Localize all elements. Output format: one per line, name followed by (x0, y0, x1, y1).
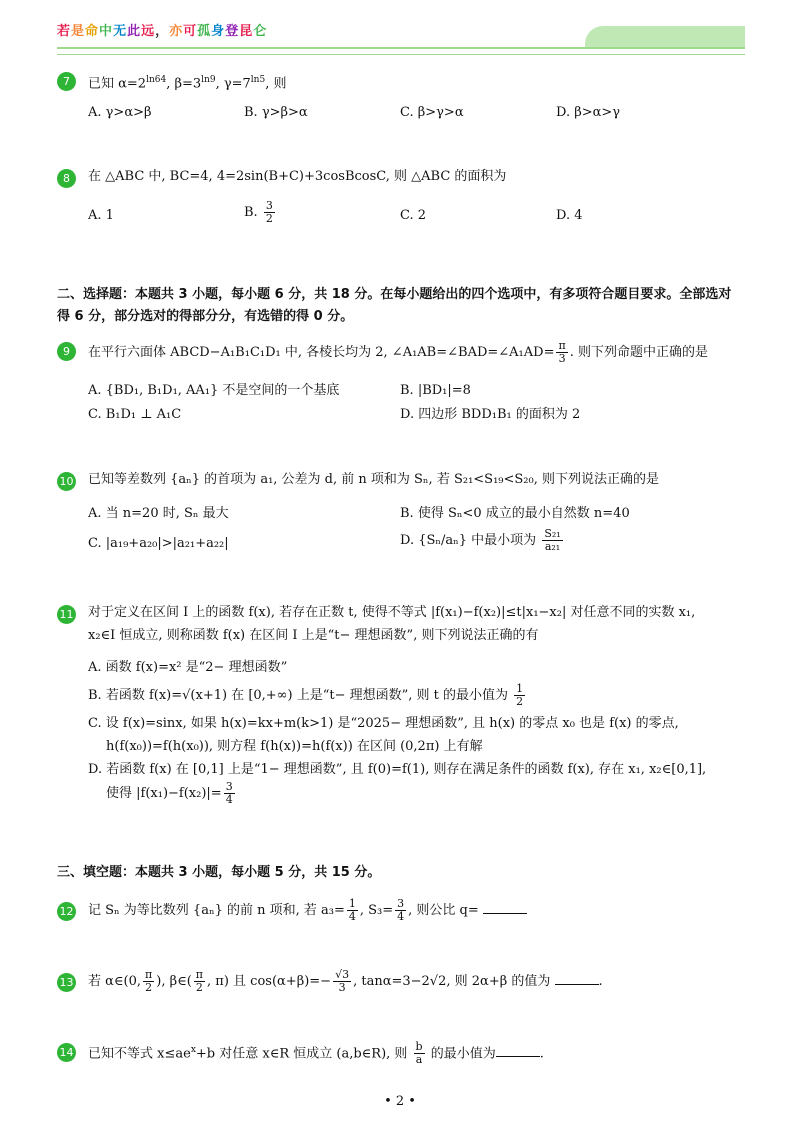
question-number-12: 12 (57, 902, 76, 921)
motto-char-12: 登 (225, 24, 240, 39)
q9-option-c: C. B₁D₁ ⊥ A₁C (88, 407, 182, 422)
question-12-stem: 记 Sₙ 为等比数列 {aₙ} 的前 n 项和, 若 a₃= $\frac{1}{4}$ , S₃= $\frac{3}{4}$ , 则公比 q= (88, 898, 527, 923)
q12-answer-blank[interactable] (483, 901, 527, 914)
q9-option-b: B. |BD₁|=8 (400, 383, 471, 398)
q11-option-d-line2: 使得 |f(x₁)−f(x₂)|= $\frac{3}{4}$ (106, 780, 233, 806)
q8-option-a: A. 1 (88, 208, 114, 223)
motto-char-8: 亦 (169, 24, 184, 39)
question-number-9: 9 (57, 342, 76, 361)
q11-option-d-line1: D. 若函数 f(x) 在 [0,1] 上是“1− 理想函数”, 且 f(0)=f(1), 则存在满足条件的函数 f(x), 存在 x₁, x₂∈[0,1], (88, 762, 707, 777)
question-number-10: 10 (57, 472, 76, 491)
q7-option-d: D. β>α>γ (556, 105, 621, 120)
q7-option-c: C. β>γ>α (400, 105, 464, 120)
q8-option-d: D. 4 (556, 208, 583, 223)
question-14-stem: 已知不等式 $x\le ae^x+b$ 对任意 x∈R 恒成立 (a,b∈R), 则 $\frac{b}{a}$ 的最小值为 . (88, 1040, 544, 1067)
q10-option-a: A. 当 n=20 时, Sₙ 最大 (88, 506, 229, 521)
header-motto (57, 20, 267, 39)
q11-option-a: A. 函数 f(x)=x² 是“2− 理想函数” (88, 660, 288, 675)
motto-char-1: 是 (71, 24, 86, 39)
motto-char-10: 孤 (197, 24, 212, 39)
motto-char-4: 无 (113, 24, 128, 39)
question-number-13: 13 (57, 973, 76, 992)
motto-char-3: 中 (99, 24, 114, 39)
motto-char-13: 昆 (239, 24, 254, 39)
question-number-11: 11 (57, 605, 76, 624)
section-2-heading-line2: 得 6 分，部分选对的得部分分，有选错的得 0 分。 (57, 309, 354, 324)
q9-option-d: D. 四边形 BDD₁B₁ 的面积为 2 (400, 407, 581, 422)
q11-option-c-line2: h(f(x₀))=f(h(x₀)), 则方程 f(h(x))=h(f(x)) 在区间 (0,2π) 上有解 (106, 739, 483, 754)
motto-char-2: 命 (85, 24, 100, 39)
question-9-stem: 在平行六面体 ABCD−A₁B₁C₁D₁ 中, 各棱长均为 2, ∠A₁AB=∠BAD=∠A₁AD= $\frac{\pi}{3}$ . 则下列命题中正确的是 (88, 339, 708, 365)
question-11-stem-line1: 对于定义在区间 I 上的函数 f(x), 若存在正数 t, 使得不等式 |f(x₁)−f(x₂)|≤t|x₁−x₂| 对任意不同的实数 x₁, (88, 605, 696, 620)
question-number-7: 7 (57, 72, 76, 91)
q11-option-c-line1: C. 设 f(x)=sinx, 如果 h(x)=kx+m(k>1) 是“2025− 理想函数”, 且 h(x) 的零点 x₀ 也是 f(x) 的零点, (88, 716, 679, 731)
q14-answer-blank[interactable] (496, 1044, 540, 1057)
question-11-stem-line2: x₂∈I 恒成立, 则称函数 f(x) 在区间 I 上是“t− 理想函数”, 则下列说法正确的有 (88, 628, 539, 643)
q9-option-a: A. {BD₁, B₁D₁, AA₁} 不是空间的一个基底 (88, 383, 340, 398)
motto-char-9: 可 (183, 24, 198, 39)
question-number-8: 8 (57, 169, 76, 188)
question-number-14: 14 (57, 1043, 76, 1062)
q11-option-b: B. 若函数 f(x)=√(x+1) 在 [0,+∞) 上是“t− 理想函数”, 则 t 的最小值为 $\frac{1}{2}$ (88, 682, 524, 708)
q10-option-b: B. 使得 Sₙ<0 成立的最小自然数 n=40 (400, 506, 630, 521)
header-band (585, 26, 745, 47)
question-7-stem: 已知 $\alpha=2^{ln64}$, $\beta=3^{ln9}$, $\gamma=7^{ln5}$, 则 (88, 75, 287, 92)
question-8-stem: 在 △ABC 中, BC=4, 4=2sin(B+C)+3cosBcosC, 则 △ABC 的面积为 (88, 169, 507, 184)
motto-char-6: 远 (141, 24, 156, 39)
section-3-heading: 三、填空题：本题共 3 小题，每小题 5 分，共 15 分。 (57, 865, 381, 880)
q7-option-a: A. γ>α>β (88, 105, 152, 120)
q13-answer-blank[interactable] (555, 972, 599, 985)
question-13-stem: 若 α∈(0, $\frac{\pi}{2}$ ), β∈( $\frac{\pi}{2}$ , π) 且 cos(α+β)=− $\frac{√3}{3}$ , tanα=3−2√2, 则 2α+β 的值为 . (88, 968, 603, 994)
motto-char-0: 若 (57, 24, 72, 39)
motto-char-14: 仑 (253, 24, 268, 39)
question-10-stem: 已知等差数列 {aₙ} 的首项为 a₁, 公差为 d, 前 n 项和为 Sₙ, 若 S₂₁<S₁₉<S₂₀, 则下列说法正确的是 (88, 472, 659, 487)
q8-option-b: B. $\frac{3}{2}$ (244, 199, 273, 225)
q8-option-c: C. 2 (400, 208, 427, 223)
page-number: • 2 • (384, 1094, 416, 1109)
header-rule-bottom (57, 54, 745, 55)
motto-char-7: ， (155, 24, 170, 39)
motto-char-11: 身 (211, 24, 226, 39)
header-rule-top (57, 47, 745, 49)
q10-option-d: D. {Sₙ/aₙ} 中最小项为 $\frac{\text{S₂₁}}{\text{a₂₁}}$ (400, 527, 561, 553)
motto-char-5: 此 (127, 24, 142, 39)
section-2-heading-line1: 二、选择题：本题共 3 小题，每小题 6 分，共 18 分。在每小题给出的四个选项中，有多项符合题目要求。全部选对 (57, 287, 732, 302)
q10-option-c: C. |a₁₉+a₂₀|>|a₂₁+a₂₂| (88, 536, 229, 551)
q7-option-b: B. γ>β>α (244, 105, 308, 120)
